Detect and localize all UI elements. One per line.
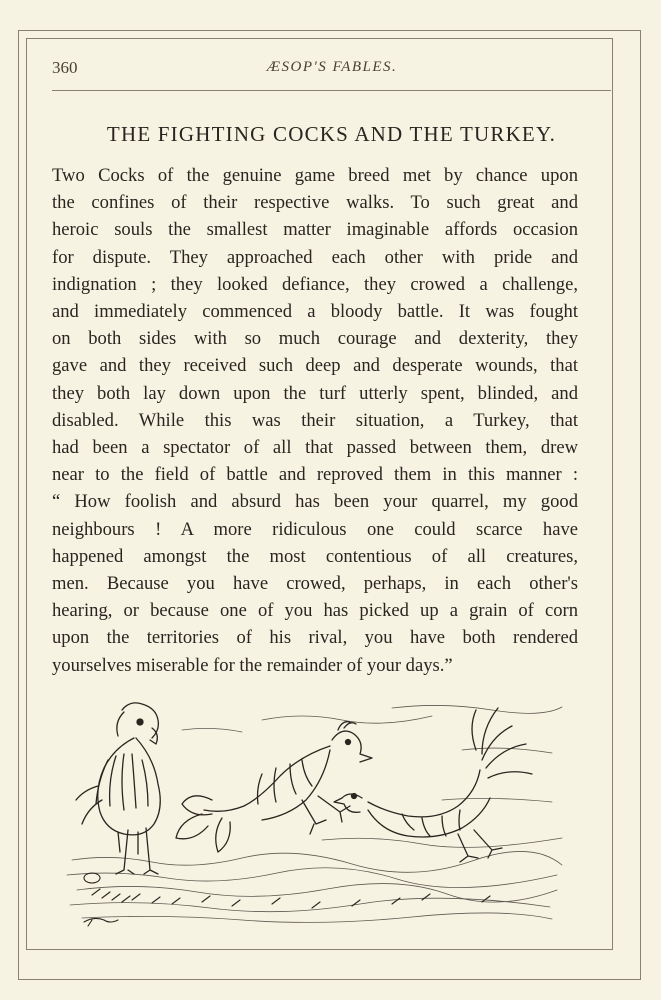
engraving-illustration [62, 690, 567, 930]
body-line: men. Because you have crowed, perhaps, in each other's [52, 573, 578, 595]
ground-hatching [67, 705, 562, 922]
header-rule [52, 90, 611, 91]
running-head [52, 58, 612, 84]
body-line: neighbours ! A more ridiculous one could scarce have [52, 518, 578, 540]
left-cock-figure [176, 722, 372, 852]
body-line: “ How foolish and absurd has been your quarrel, my good [52, 491, 578, 513]
running-title: ÆSOP'S FABLES. [266, 59, 398, 75]
fable-body [52, 162, 578, 679]
body-line: heroic souls the smallest matter imaginable affords occasion [52, 219, 578, 241]
small-bird-figure [84, 918, 118, 926]
body-line: disabled. While this was their situation, a Turkey, that [52, 409, 578, 431]
body-line: had been a spectator of all that passed between them, drew [52, 437, 578, 459]
body-line: for dispute. They approached each other with pride and [52, 246, 578, 268]
body-line: hearing, or because one of you has picked up a grain of corn [52, 600, 578, 622]
body-line: indignation ; they looked defiance, they crowed a challenge, [52, 273, 578, 295]
body-line: happened amongst the most contentious of all creatures, [52, 545, 578, 567]
body-line: and immediately commenced a bloody battle. It was fought [52, 301, 578, 323]
body-line: they both lay down upon the turf utterly spent, blinded, and [52, 382, 578, 404]
body-line: upon the territories of his rival, you have both rendered [52, 627, 578, 649]
page-number: 360 [52, 58, 78, 77]
body-line: on both sides with so much courage and dexterity, they [52, 328, 578, 350]
body-line: Two Cocks of the genuine game breed met by chance upon [52, 165, 578, 186]
body-line: gave and they received such deep and desperate wounds, that [52, 355, 578, 377]
fable-title: THE FIGHTING COCKS AND THE TURKEY. [106, 122, 557, 146]
turkey-figure [76, 703, 160, 874]
right-cock-figure [334, 708, 532, 862]
body-line: yourselves miserable for the remainder of your days.” [52, 654, 453, 676]
body-line: the confines of their respective walks. To such great and [52, 192, 578, 214]
body-line: near to the field of battle and reproved them in this manner : [52, 464, 578, 486]
